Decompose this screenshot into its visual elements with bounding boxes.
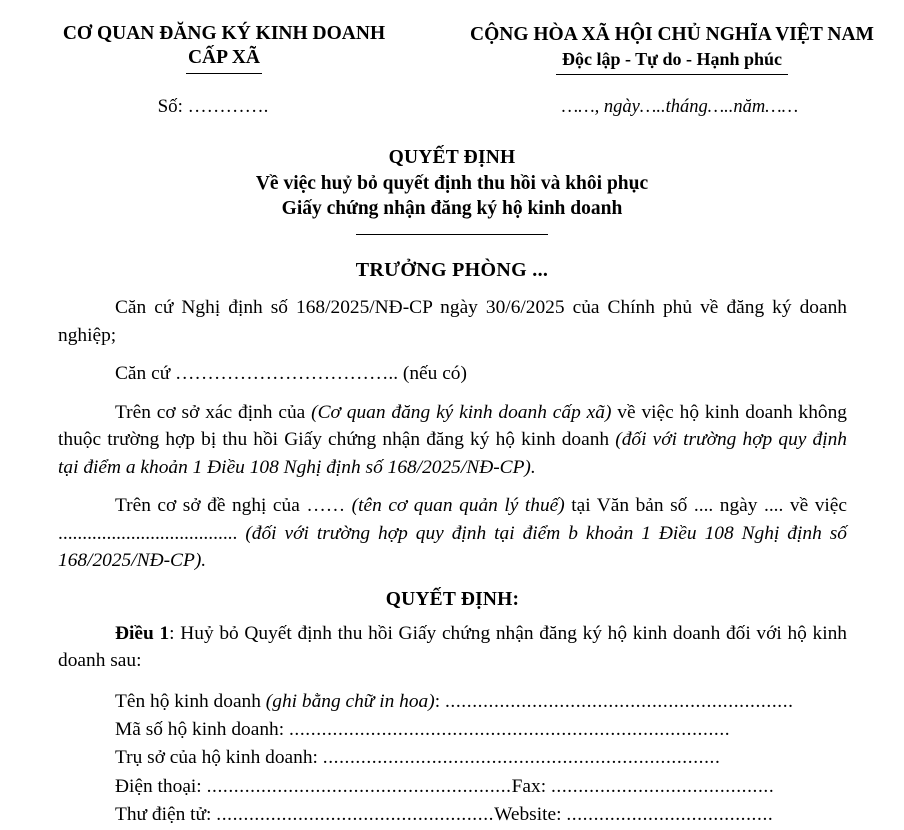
document-header bbox=[0, 0, 904, 118]
issuing-authority-line2: CẤP XÃ bbox=[186, 46, 262, 74]
paragraph-legal-basis-2-text: Căn cứ …………………………….. (nếu có) bbox=[115, 363, 467, 384]
paragraph-legal-basis-2 bbox=[58, 360, 847, 388]
paragraph-determination-italic2: (đối với trường hợp quy định tại điểm a khoản 1 Điều 108 Nghị định số 168/2025/NĐ-CP). bbox=[58, 429, 847, 478]
place-date-line: ……, ngày…..tháng…..năm…… bbox=[561, 97, 799, 117]
paragraph-legal-basis-1 bbox=[58, 294, 847, 349]
business-household-fields bbox=[115, 688, 847, 830]
field-value-phone[interactable]: ........................................................ bbox=[206, 775, 512, 797]
paragraph-article-1 bbox=[58, 620, 847, 675]
field-row-business-name bbox=[115, 688, 847, 716]
decision-heading: QUYẾT ĐỊNH: bbox=[385, 588, 520, 610]
issuing-officer-title: TRƯỞNG PHÒNG ... bbox=[355, 259, 549, 281]
field-row-email-website bbox=[115, 801, 847, 829]
field-row-business-code bbox=[115, 716, 847, 744]
header-right-block bbox=[440, 22, 904, 118]
field-value-fax[interactable]: ......................................... bbox=[550, 775, 775, 797]
field-value-business-name[interactable]: ................................................................ bbox=[444, 690, 794, 712]
title-divider-rule bbox=[356, 234, 548, 235]
national-title: CỘNG HÒA XÃ HỘI CHỦ NGHĨA VIỆT NAM bbox=[470, 24, 874, 45]
field-label-website: Website: bbox=[494, 804, 567, 826]
field-value-email[interactable]: ................................................... bbox=[216, 804, 495, 826]
field-label-fax: Fax: bbox=[511, 775, 551, 797]
paragraph-proposal-italic2: (đối với trường hợp quy định tại điểm b khoản 1 Điều 108 Nghị định số 168/2025/NĐ-CP). bbox=[58, 522, 847, 571]
field-label-email: Thư điện tử: bbox=[115, 804, 217, 826]
field-value-business-code[interactable]: ................................................................................. bbox=[288, 718, 731, 740]
paragraph-determination-part2: về việc hộ kinh doanh không thuộc trường hợp bị thu hồi Giấy chứng nhận đăng ký hộ kinh doanh bbox=[58, 401, 847, 450]
paragraph-proposal bbox=[58, 492, 847, 575]
paragraph-determination-part1: Trên cơ sở xác định của bbox=[115, 401, 312, 423]
header-left-block bbox=[0, 22, 440, 118]
field-label-business-name-colon: : bbox=[434, 690, 445, 712]
document-number-label: Số: …………. bbox=[157, 96, 269, 117]
national-motto: Độc lập - Tự do - Hạnh phúc bbox=[556, 47, 788, 75]
paragraph-determination bbox=[58, 399, 847, 482]
field-label-phone: Điện thoại: bbox=[115, 775, 207, 797]
document-subtitle-line1: Về việc huỷ bỏ quyết định thu hồi và khôi phục bbox=[255, 173, 649, 194]
paragraph-determination-italic1: (Cơ quan đăng ký kinh doanh cấp xã) bbox=[311, 401, 612, 423]
article-1-label: Điều 1 bbox=[115, 622, 170, 644]
article-1-text: : Huỷ bỏ Quyết định thu hồi Giấy chứng nhận đăng ký hộ kinh doanh đối với hộ kinh doanh sau: bbox=[58, 622, 848, 671]
paragraph-legal-basis-1-text: Căn cứ Nghị định số 168/2025/NĐ-CP ngày 30/6/2025 của Chính phủ về đăng ký doanh nghiệp; bbox=[58, 297, 847, 346]
field-label-business-name: Tên hộ kinh doanh bbox=[115, 690, 266, 712]
field-label-business-code: Mã số hộ kinh doanh: bbox=[115, 718, 289, 740]
issuing-authority-line1: CƠ QUAN ĐĂNG KÝ KINH DOANH bbox=[62, 23, 386, 44]
field-value-website[interactable]: ...................................... bbox=[566, 804, 774, 826]
paragraph-proposal-part2: tại Văn bản số .... ngày .... về việc ..................................... bbox=[58, 495, 848, 544]
document-subtitle-line2: Giấy chứng nhận đăng ký hộ kinh doanh bbox=[281, 198, 623, 219]
document-body bbox=[58, 294, 847, 830]
paragraph-proposal-part1: Trên cơ sở đề nghị của …… bbox=[115, 495, 352, 516]
title-block bbox=[0, 145, 904, 235]
field-row-phone-fax bbox=[115, 773, 847, 801]
field-label-business-name-note: (ghi bằng chữ in hoa) bbox=[265, 690, 435, 712]
field-value-business-address[interactable]: ......................................................................... bbox=[322, 747, 721, 769]
field-row-business-address bbox=[115, 744, 847, 772]
paragraph-proposal-italic1: (tên cơ quan quản lý thuế) bbox=[351, 495, 565, 516]
field-label-business-address: Trụ sở của hộ kinh doanh: bbox=[115, 747, 323, 769]
document-title: QUYẾT ĐỊNH bbox=[388, 147, 516, 168]
